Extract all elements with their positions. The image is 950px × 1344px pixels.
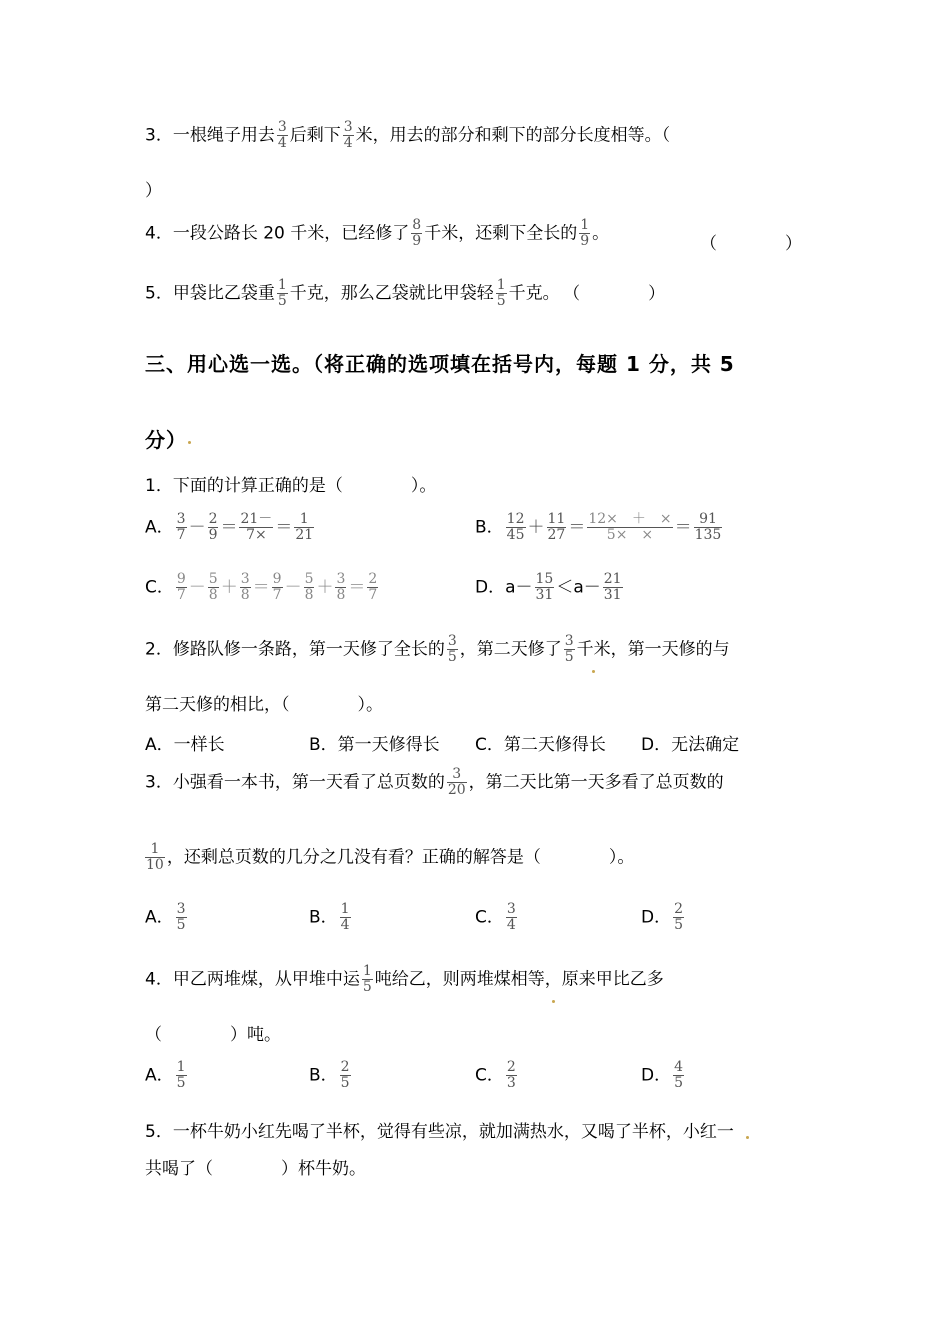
fraction: $\frac{3}{4}$ [343, 119, 353, 151]
fraction: $\frac{2}{3}$ [506, 1059, 516, 1091]
fraction: $\frac{1}{4}$ [340, 901, 350, 933]
choice-q4-line2: （ ）吨。 [145, 1025, 281, 1045]
stray-mark [188, 441, 191, 444]
fraction: $\frac{12}{45}$ [506, 511, 525, 543]
fraction: $\frac{2}{5}$ [340, 1059, 350, 1091]
q3-option-b[interactable]: B． $\frac{1}{4}$ [309, 901, 350, 933]
fraction: $\frac{1}{10}$ [146, 841, 164, 873]
choice-q3: 3．小强看一本书，第一天看了总页数的 $\frac{3}{20}$ ，第二天比第一天多看了总页数的 [145, 766, 724, 798]
fraction: $\frac{3}{5}$ [447, 633, 457, 665]
fraction: $\frac{91}{135}$ [694, 511, 722, 543]
q1-option-b[interactable]: B． $\frac{12}{45}$ ＋ $\frac{11}{27}$ ＝ $\frac{12\times + \times}{5\times \times}$ ＝ $\frac{91}{135}$ [475, 511, 722, 543]
fraction: $\frac{1}{5}$ [362, 963, 372, 995]
fraction: $\frac{2}{5}$ [674, 901, 684, 933]
q3-option-c[interactable]: C． $\frac{3}{4}$ [475, 901, 516, 933]
fraction: $\frac{3}{7}$ [176, 511, 186, 543]
fraction: $\frac{21}{31}$ [603, 571, 622, 603]
judge-q3: 3．一根绳子用去 $\frac{3}{4}$ 后剩下 $\frac{3}{4}$ 米，用去的部分和剩下的部分长度相等。（ [145, 119, 671, 151]
fraction: $\frac{11}{27}$ [547, 511, 566, 543]
fraction: $\frac{9}{7}$ [176, 571, 186, 603]
choice-q5: 5．一杯牛奶小红先喝了半杯，觉得有些凉，就加满热水，又喝了半杯，小红一 [145, 1122, 734, 1142]
choice-q2-line2: 第二天修的相比，（ ）。 [145, 695, 383, 715]
fraction: $\frac{2}{7}$ [368, 571, 378, 603]
choice-q1: 1．下面的计算正确的是（ ）。 [145, 476, 437, 496]
fraction: $\frac{1}{5}$ [277, 277, 287, 309]
q4-option-b[interactable]: B． $\frac{2}{5}$ [309, 1059, 350, 1091]
fraction: $\frac{4}{5}$ [674, 1059, 684, 1091]
fraction: $\frac{12\times + \times}{5\times \times}$ [588, 511, 672, 543]
fraction: $\frac{1}{21}$ [295, 511, 314, 543]
fraction: $\frac{1}{9}$ [580, 217, 590, 249]
choice-q2: 2．修路队修一条路，第一天修了全长的 $\frac{3}{5}$ ，第二天修了 $\frac{3}{5}$ 千米，第一天修的与 [145, 633, 730, 665]
fraction: $\frac{1}{5}$ [496, 277, 506, 309]
choice-q4: 4．甲乙两堆煤，从甲堆中运 $\frac{1}{5}$ 吨给乙，则两堆煤相等，原来甲比乙多 [145, 963, 664, 995]
choice-q5-line2: 共喝了（ ）杯牛奶。 [145, 1159, 366, 1179]
fraction: $\frac{3}{4}$ [506, 901, 516, 933]
q2-option-d[interactable]: D．无法确定 [641, 735, 740, 755]
fraction: $\frac{3}{8}$ [336, 571, 346, 603]
fraction: $\frac{8}{9}$ [412, 217, 422, 249]
answer-blank[interactable]: （ ） [571, 283, 666, 304]
q2-option-b[interactable]: B．第一天修得长 [309, 735, 440, 755]
fraction: $\frac{1}{5}$ [176, 1059, 186, 1091]
fraction: $\frac{15}{31}$ [535, 571, 554, 603]
q4-option-a[interactable]: A． $\frac{1}{5}$ [145, 1059, 186, 1091]
q2-option-c[interactable]: C．第二天修得长 [475, 735, 606, 755]
section-heading: 三、用心选一选。（将正确的选项填在括号内，每题 1 分，共 5 [145, 352, 735, 376]
q3-option-a[interactable]: A． $\frac{3}{5}$ [145, 901, 186, 933]
q1-option-d[interactable]: D．a－ $\frac{15}{31}$ ＜a－ $\frac{21}{31}$ [475, 571, 622, 603]
fraction: $\frac{21-}{7\times}$ [240, 511, 273, 543]
fraction: $\frac{3}{5}$ [176, 901, 186, 933]
stray-mark [552, 1000, 555, 1003]
stray-mark [746, 1136, 749, 1139]
q4-option-d[interactable]: D． $\frac{4}{5}$ [641, 1059, 684, 1091]
answer-blank[interactable]: （ ） [700, 234, 802, 254]
fraction: $\frac{5}{8}$ [208, 571, 218, 603]
q2-option-a[interactable]: A．一样长 [145, 735, 225, 755]
judge-q3-paren-end: ） [145, 181, 162, 201]
fraction: $\frac{3}{4}$ [277, 119, 287, 151]
judge-q4: 4．一段公路长 20 千米，已经修了 $\frac{8}{9}$ 千米，还剩下全长的 $\frac{1}{9}$ 。 [145, 217, 610, 249]
q3-option-d[interactable]: D． $\frac{2}{5}$ [641, 901, 684, 933]
fraction: $\frac{3}{5}$ [564, 633, 574, 665]
fraction: $\frac{9}{7}$ [272, 571, 282, 603]
q1-option-c[interactable]: C． $\frac{9}{7}$ － $\frac{5}{8}$ ＋ $\frac{3}{8}$ ＝ $\frac{9}{7}$ － $\frac{5}{8}$ ＋ $\frac{3}{8}$ ＝ $\frac{2}{7}$ [145, 571, 378, 603]
q1-option-a[interactable]: A． $\frac{3}{7}$ － $\frac{2}{9}$ ＝ $\frac{21-}{7\times}$ ＝ $\frac{1}{21}$ [145, 511, 314, 543]
section-heading-cont: 分） [145, 428, 187, 452]
choice-q3-line2: $\frac{1}{10}$ ，还剩总页数的几分之几没有看？正确的解答是（ ）。 [146, 841, 635, 873]
fraction: $\frac{2}{9}$ [208, 511, 218, 543]
stray-mark [592, 670, 595, 673]
fraction: $\frac{3}{8}$ [240, 571, 250, 603]
fraction: $\frac{5}{8}$ [304, 571, 314, 603]
judge-q5: 5．甲袋比乙袋重 $\frac{1}{5}$ 千克，那么乙袋就比甲袋轻 $\frac{1}{5}$ 千克。 （ ） [145, 277, 666, 309]
fraction: $\frac{3}{20}$ [447, 766, 466, 798]
q4-option-c[interactable]: C． $\frac{2}{3}$ [475, 1059, 516, 1091]
